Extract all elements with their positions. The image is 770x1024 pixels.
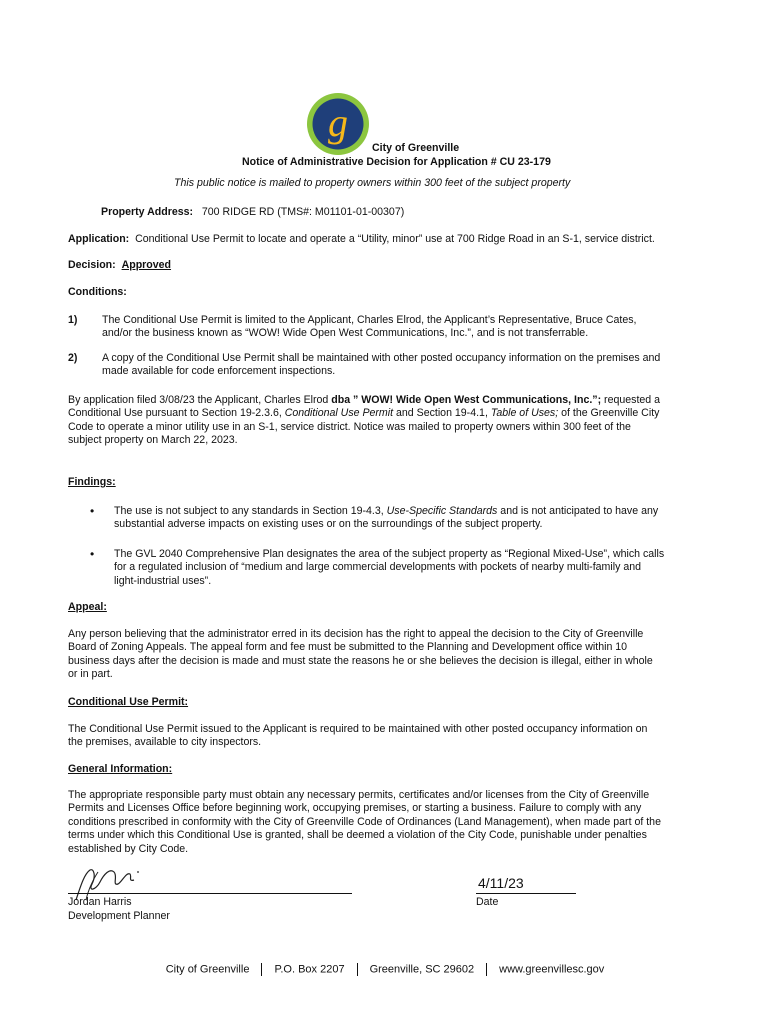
condition-line: A copy of the Conditional Use Permit shall be maintained with other posted occupancy information on the premises and: [102, 352, 661, 364]
footer: [0, 963, 770, 976]
date-line: [476, 893, 576, 894]
business-name: dba ” WOW! Wide Open West Communications, Inc.”;: [331, 394, 602, 406]
condition-text: [102, 314, 682, 341]
paragraph-line: Board of Zoning Appeals. The appeal form and fee must be submitted to the Planning and Development office within 10: [68, 641, 628, 654]
findings-heading: Findings:: [68, 476, 116, 488]
text-run: By application filed 3/08/23 the Applicant, Charles Elrod: [68, 394, 332, 406]
decision-row: [68, 259, 171, 272]
notice-title: Notice of Administrative Decision for Application # CU 23-179: [242, 156, 551, 168]
paragraph-line: subject property on March 22, 2023.: [68, 434, 238, 447]
application-value: Conditional Use Permit to locate and operate a “Utility, minor” use at 700 Ridge Road in an S-1, service district.: [135, 233, 655, 245]
paragraph-line: the premises, available to city inspectors.: [68, 736, 262, 749]
cup-heading: Conditional Use Permit:: [68, 696, 189, 708]
footer-divider: [357, 963, 358, 976]
paragraph-line: The Conditional Use Permit issued to the Applicant is required to be maintained with other posted occupancy information on: [68, 723, 648, 735]
property-address-label: Property Address:: [101, 206, 194, 218]
condition-line: made available for code enforcement inspections.: [102, 365, 336, 378]
paragraph-line: Permits and Licenses Office before beginning work, occupying premises, or starting a business. Failure to comply with any: [68, 802, 642, 815]
text-run: requested a: [601, 394, 661, 406]
finding-line: substantial adverse impacts on existing uses or on the surroundings of the subject property.: [114, 518, 543, 531]
appeal-heading: Appeal:: [68, 601, 107, 613]
footer-address: Greenville, SC 29602: [369, 963, 475, 976]
property-address-value: 700 RIDGE RD (TMS#: M01101-01-00307): [201, 206, 405, 218]
text-run: of the Greenville City: [558, 407, 660, 420]
signature-line: [68, 893, 352, 894]
finding-line: for a regulated inclusion of “medium and large commercial developments with pockets of nearby multi-family and: [114, 561, 641, 574]
paragraph-line: established by City Code.: [68, 842, 189, 855]
signer-name: Jordan Harris: [68, 896, 132, 908]
footer-po-box: P.O. Box 2207: [274, 963, 345, 976]
condition-line: and/or the business known as “WOW! Wide Open West Communications, Inc.”, and is not transferrable.: [102, 327, 589, 340]
mailing-note: This public notice is mailed to property owners within 300 feet of the subject property: [174, 177, 571, 189]
finding-line: The GVL 2040 Comprehensive Plan designates the area of the subject property as “Regional Mixed-Use”, which calls: [114, 548, 665, 560]
paragraph-line: business days after the decision is made and must state the reasons he or she believes the decision is illegal, either in whole: [68, 654, 653, 667]
condition-number: 2): [68, 352, 78, 364]
general-heading: General Information:: [68, 763, 173, 775]
text-run: The use is not subject to any standards in Section 19-4.3,: [114, 505, 387, 517]
finding-text: [114, 505, 704, 532]
cup-paragraph: [68, 723, 718, 750]
condition-line: The Conditional Use Permit is limited to the Applicant, Charles Elrod, the Applicant’s Representative, Bruce Cates,: [102, 314, 637, 326]
condition-text: [102, 352, 682, 379]
application-row: [68, 233, 655, 246]
footer-website[interactable]: www.greenvillesc.gov: [499, 963, 605, 976]
signer-title: Development Planner: [68, 910, 170, 922]
footer-divider: [261, 963, 262, 976]
org-name: City of Greenville: [372, 142, 460, 154]
finding-text: [114, 548, 704, 588]
condition-item-2: [68, 352, 708, 380]
text-run: Conditional Use pursuant to Section 19-2.3.6,: [68, 407, 285, 420]
finding-item-2: [68, 548, 728, 590]
paragraph-line: or in part.: [68, 668, 113, 681]
application-paragraph: [68, 394, 718, 448]
conditions-heading: Conditions:: [68, 286, 127, 298]
signature-date: 4/11/23: [478, 875, 524, 891]
condition-number: 1): [68, 314, 78, 326]
finding-line: light-industrial uses”.: [114, 574, 212, 587]
bullet-icon: •: [90, 547, 95, 561]
application-label: Application:: [68, 233, 130, 245]
decision-value: Approved: [121, 259, 172, 271]
paragraph-line: [68, 407, 718, 420]
date-label: Date: [476, 896, 499, 908]
city-logo: [306, 92, 370, 156]
property-address-row: [101, 206, 404, 219]
decision-label: Decision:: [68, 259, 116, 271]
appeal-paragraph: [68, 628, 718, 682]
finding-item-1: [68, 505, 728, 533]
general-paragraph: [68, 789, 718, 856]
footer-city: City of Greenville: [165, 963, 250, 976]
section-title: Use-Specific Standards: [386, 505, 498, 517]
condition-item-1: [68, 314, 708, 342]
bullet-icon: •: [90, 504, 95, 518]
section-title: Conditional Use Permit: [284, 407, 394, 420]
paragraph-line: conditions prescribed in conformity with the City of Greenville Code of Ordinances (Land Management), when made part of the: [68, 815, 661, 828]
finding-line: [114, 505, 704, 518]
paragraph-line: The appropriate responsible party must obtain any necessary permits, certificates and/or licenses from the City of Greenville: [68, 789, 650, 801]
footer-divider: [486, 963, 487, 976]
paragraph-line: Any person believing that the administrator erred in its decision has the right to appeal the decision to the City of Greenville: [68, 628, 644, 640]
text-run: and is not anticipated to have any: [497, 505, 659, 517]
paragraph-line: terms under which this Conditional Use is granted, shall be deemed a violation of the City Code, punishable under penalties: [68, 829, 647, 842]
paragraph-line: Code to operate a minor utility use in an S-1, service district. Notice was mailed to property owners within 300 feet of the: [68, 420, 631, 433]
paragraph-line: [68, 394, 718, 407]
text-run: and Section 19-4.1,: [393, 407, 491, 420]
logo-letter: g: [328, 100, 348, 145]
section-title: Table of Uses;: [490, 407, 559, 420]
